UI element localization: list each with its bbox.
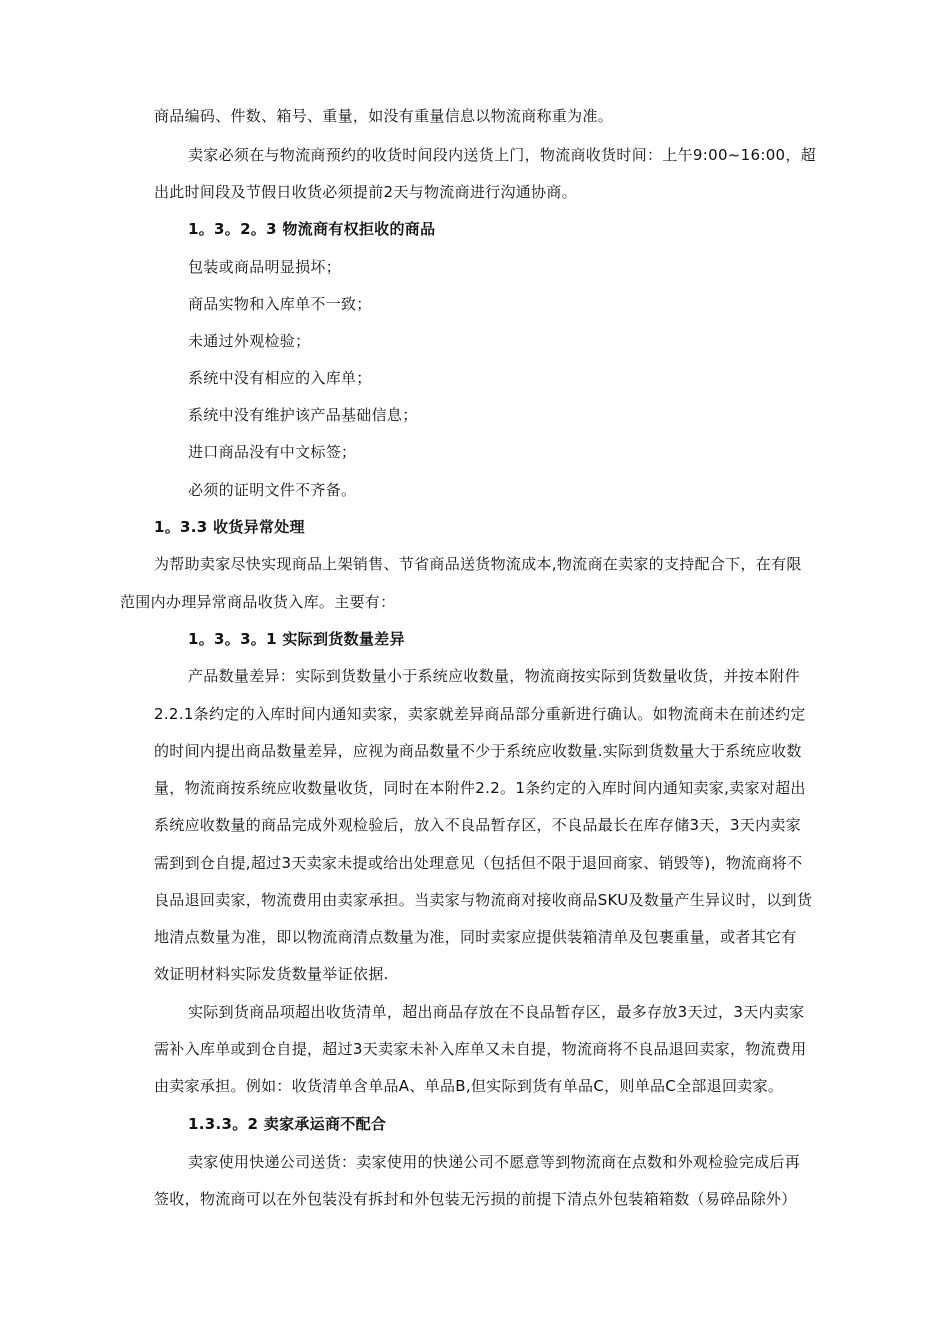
- section-heading: 1.3.3。2 卖家承运商不配合: [188, 1115, 387, 1133]
- body-line: 需补入库单或到仓自提，超过3天卖家未补入库单又未自提，物流商将不良品退回卖家，物流费用: [154, 1040, 807, 1058]
- list-item: 商品实物和入库单不一致；: [188, 295, 372, 313]
- body-line: 产品数量差异：实际到货数量小于系统应收数量，物流商按实际到货数量收货，并按本附件: [188, 667, 801, 685]
- body-line: 系统应收数量的商品完成外观检验后，放入不良品暂存区，不良品最长在库存储3天，3天内卖家: [154, 816, 801, 834]
- body-line: 良品退回卖家，物流费用由卖家承担。当卖家与物流商对接收商品SKU及数量产生异议时，以到货: [154, 891, 813, 909]
- list-item: 包装或商品明显损坏；: [188, 258, 342, 276]
- body-line: 实际到货商品项超出收货清单，超出商品存放在不良品暂存区，最多存放3天过，3天内卖家: [188, 1003, 805, 1021]
- body-line: 量，物流商按系统应收数量收货，同时在本附件2.2。1条约定的入库时间内通知卖家,卖家对超出: [154, 779, 806, 797]
- list-item: 必须的证明文件不齐备。: [188, 481, 357, 499]
- body-line: 效证明材料实际发货数量举证依据.: [154, 965, 389, 983]
- body-line: 的时间内提出商品数量差异，应视为商品数量不少于系统应收数量.实际到货数量大于系统应收数: [154, 742, 802, 760]
- list-item: 未通过外观检验；: [188, 332, 311, 350]
- section-heading: 1。3.3 收货异常处理: [154, 518, 305, 536]
- body-line: 需到到仓自提,超过3天卖家未提或给出处理意见（包括但不限于退回商家、销毁等)，物流商将不: [154, 854, 803, 872]
- body-line: 出此时间段及节假日收货必须提前2天与物流商进行沟通协商。: [154, 183, 577, 201]
- list-item: 系统中没有维护该产品基础信息；: [188, 406, 418, 424]
- list-item: 系统中没有相应的入库单；: [188, 369, 372, 387]
- body-line: 地清点数量为准，即以物流商清点数量为准，同时卖家应提供装箱清单及包裹重量，或者其它有: [154, 928, 797, 946]
- body-line: 范围内办理异常商品收货入库。主要有：: [120, 593, 396, 611]
- body-line: 商品编码、件数、箱号、重量，如没有重量信息以物流商称重为准。: [154, 107, 614, 125]
- body-line: 卖家使用快递公司送货：卖家使用的快递公司不愿意等到物流商在点数和外观检验完成后再: [188, 1153, 801, 1171]
- body-line: 签收，物流商可以在外包装没有拆封和外包装无污损的前提下清点外包装箱箱数（易碎品除外）: [154, 1190, 797, 1208]
- section-heading: 1。3。2。3 物流商有权拒收的商品: [188, 220, 436, 238]
- body-line: 2.2.1条约定的入库时间内通知卖家，卖家就差异商品部分重新进行确认。如物流商未在前述约定: [154, 705, 806, 723]
- body-line: 由卖家承担。例如：收货清单含单品A、单品B,但实际到货有单品C，则单品C全部退回卖家。: [154, 1077, 784, 1095]
- section-heading: 1。3。3。1 实际到货数量差异: [188, 630, 405, 648]
- body-line: 卖家必须在与物流商预约的收货时间段内送货上门，物流商收货时间：上午9:00~16:00，超: [188, 146, 816, 164]
- list-item: 进口商品没有中文标签；: [188, 443, 357, 461]
- body-line: 为帮助卖家尽快实现商品上架销售、节省商品送货物流成本,物流商在卖家的支持配合下，在有限: [154, 555, 802, 573]
